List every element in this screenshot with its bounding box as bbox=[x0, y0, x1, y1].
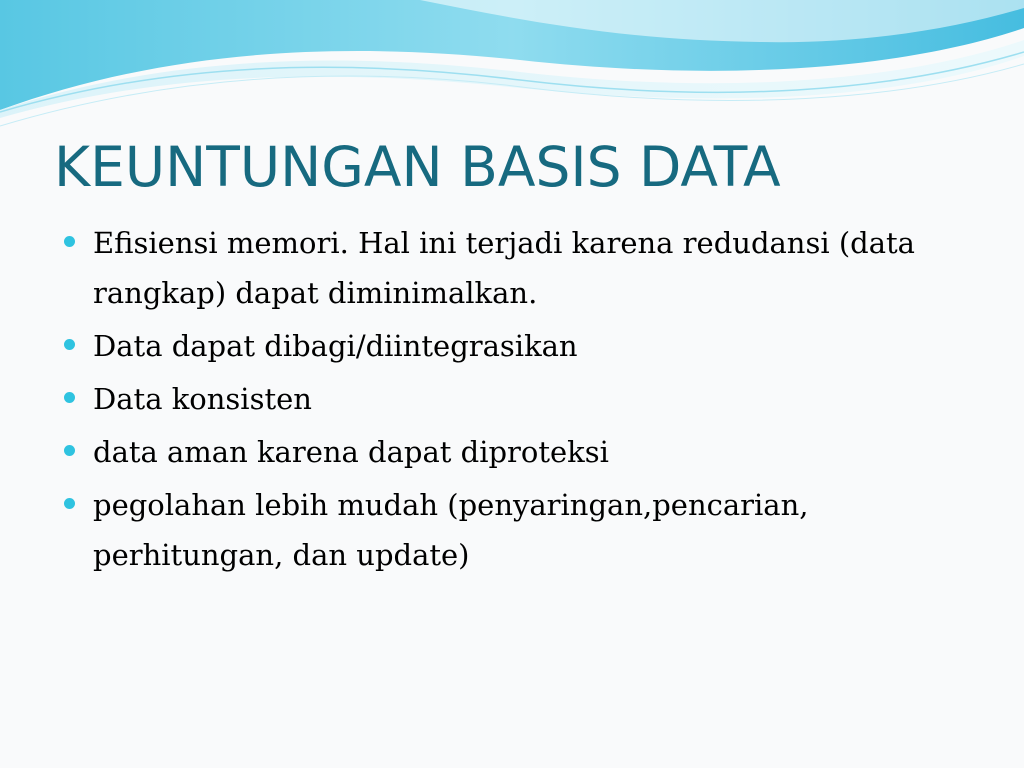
list-item bbox=[64, 480, 944, 580]
bullet-dot-icon bbox=[64, 392, 75, 403]
bullet-text: Data konsisten bbox=[93, 382, 312, 416]
header-wave-decoration bbox=[0, 0, 1024, 130]
bullet-dot-icon bbox=[64, 236, 75, 247]
list-item bbox=[64, 321, 944, 371]
bullet-dot-icon bbox=[64, 445, 75, 456]
bullet-dot-icon bbox=[64, 339, 75, 350]
bullet-text: Efisiensi memori. Hal ini terjadi karena redudansi (data rangkap) dapat diminimalkan. bbox=[93, 226, 915, 310]
slide-title: KEUNTUNGAN BASIS DATA bbox=[54, 135, 781, 199]
bullet-dot-icon bbox=[64, 498, 75, 509]
list-item bbox=[64, 218, 944, 318]
list-item bbox=[64, 374, 944, 424]
bullet-text: data aman karena dapat diproteksi bbox=[93, 435, 609, 469]
bullet-text: Data dapat dibagi/diintegrasikan bbox=[93, 329, 578, 363]
list-item bbox=[64, 427, 944, 477]
bullet-text: pegolahan lebih mudah (penyaringan,pencarian, perhitungan, dan update) bbox=[93, 488, 809, 572]
bullet-list bbox=[64, 218, 944, 583]
